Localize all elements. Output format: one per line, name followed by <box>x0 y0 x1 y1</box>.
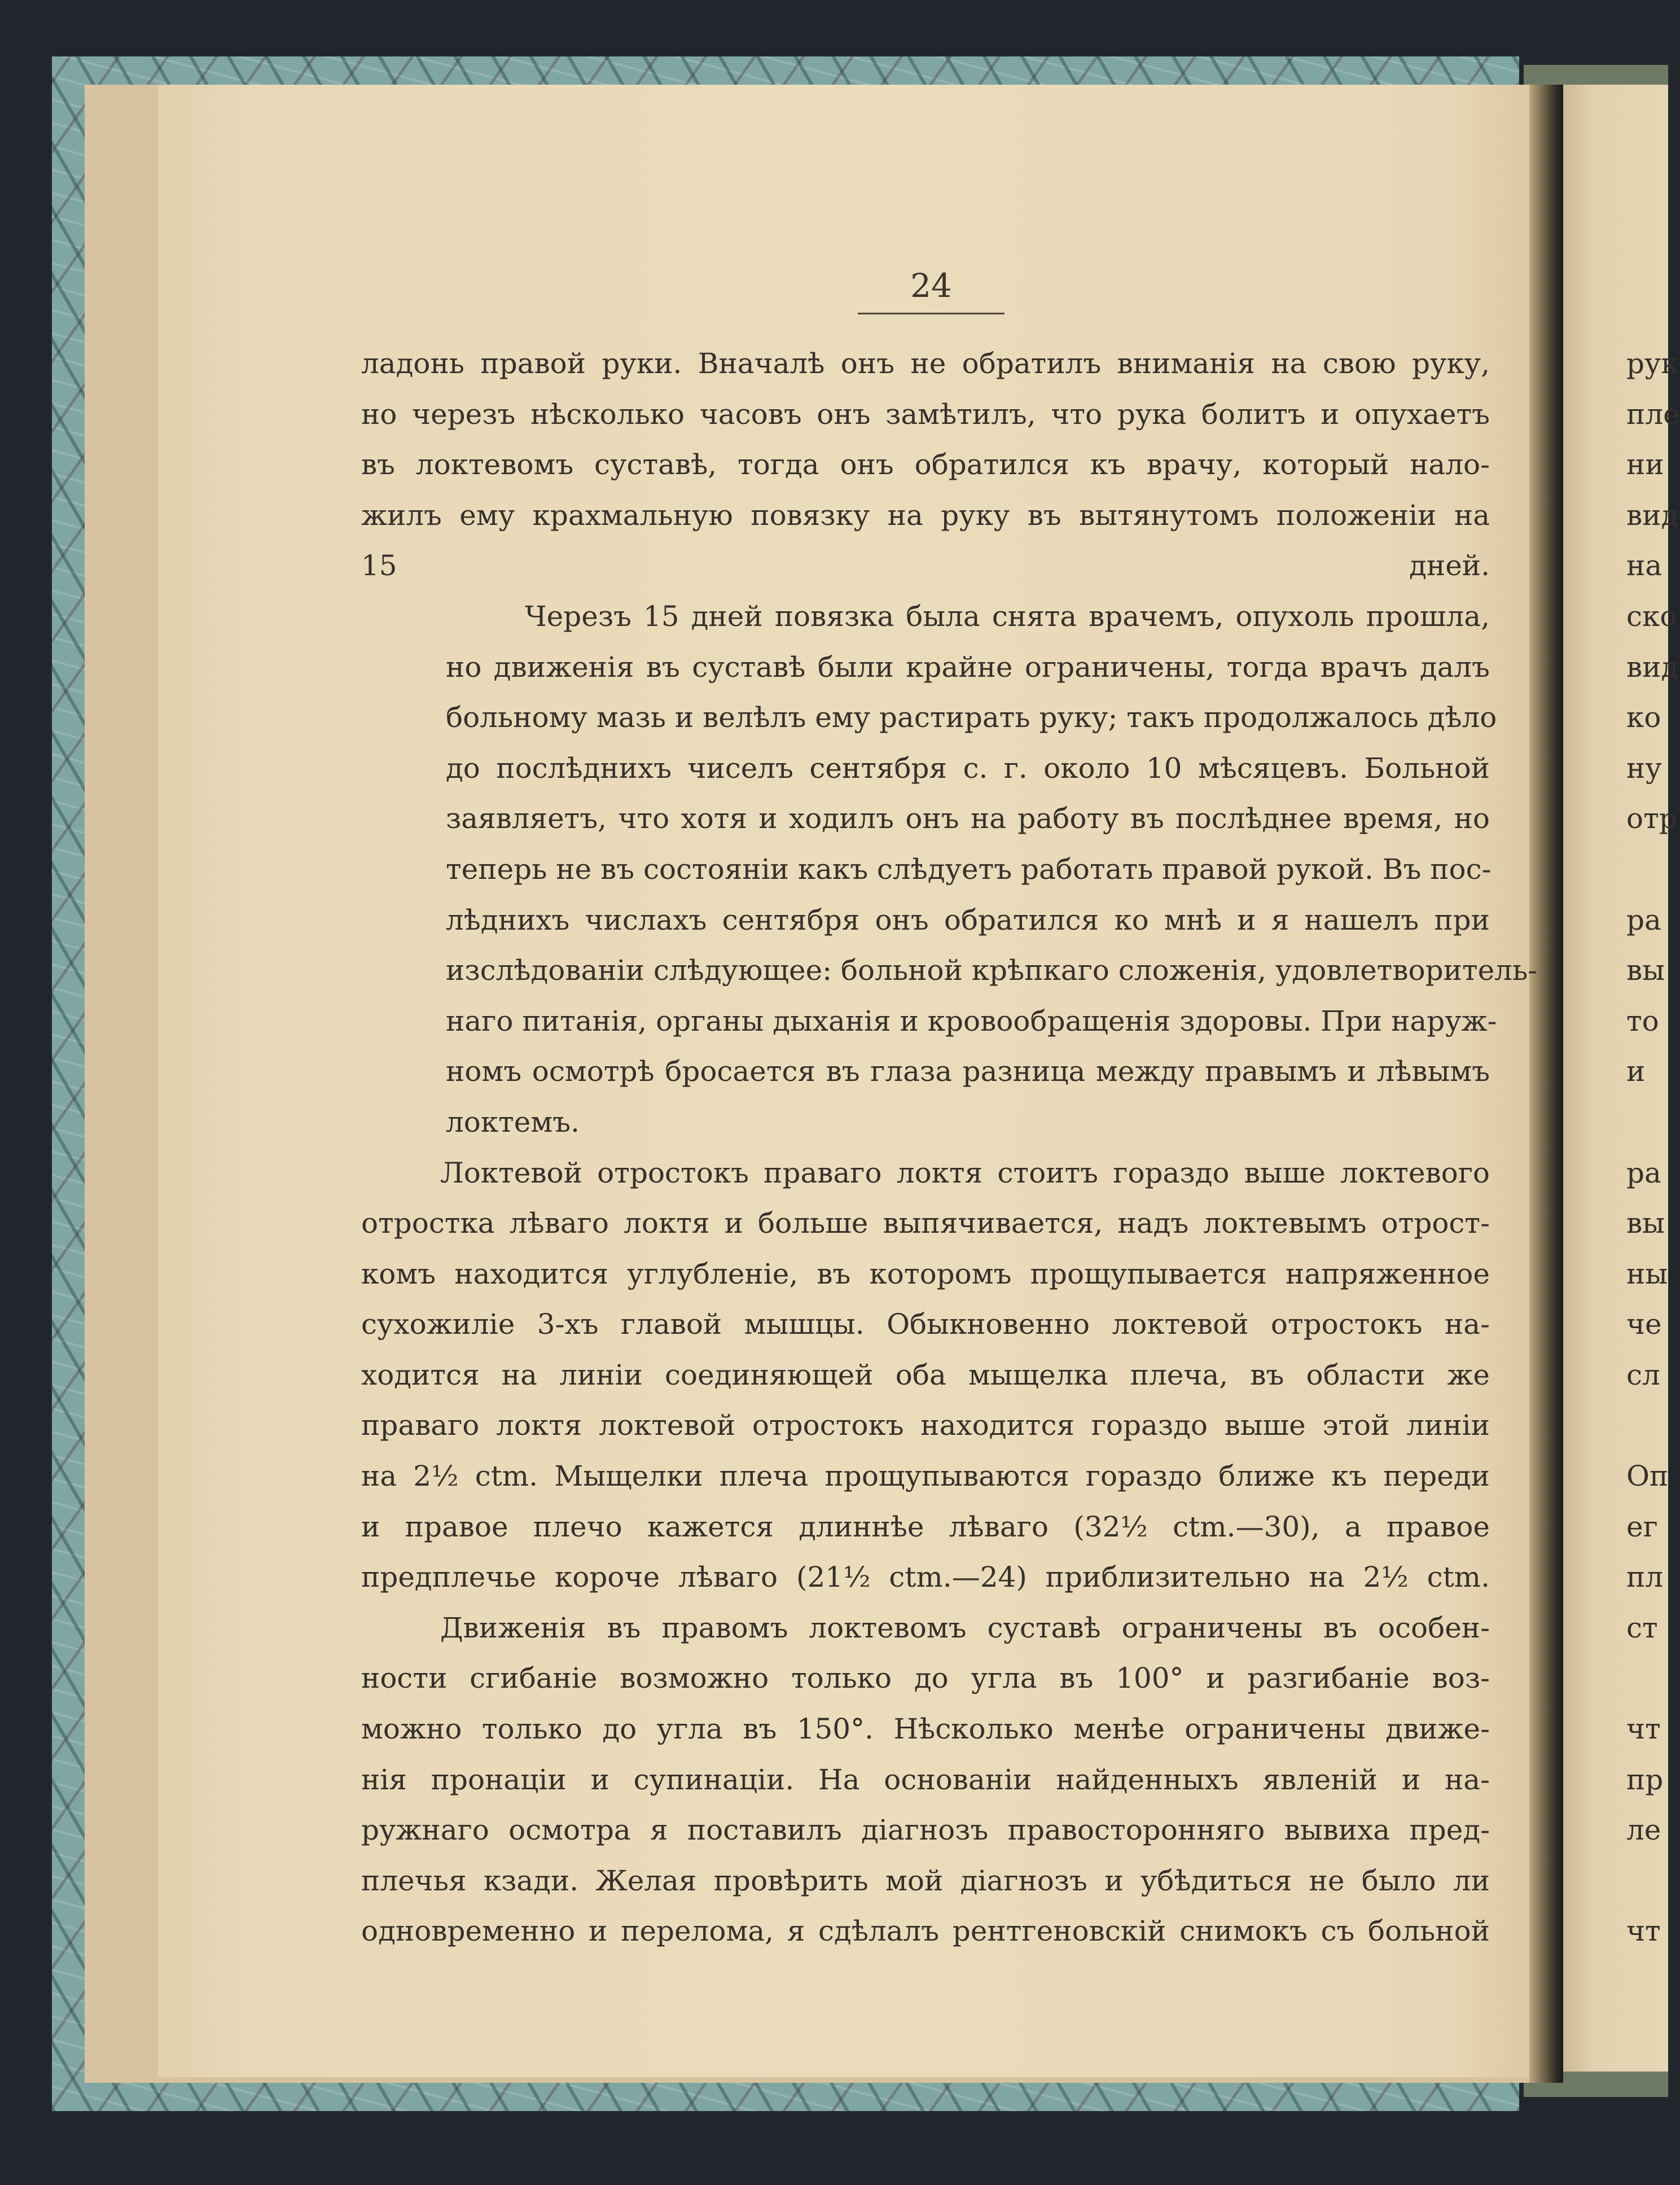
facing-page-fragment: ст <box>1626 1611 1658 1644</box>
facing-page-fragment <box>1626 1856 1668 1907</box>
facing-page-fragment: ны <box>1626 1257 1668 1290</box>
text-line: локтемъ. <box>446 1105 580 1139</box>
text-line: нія пронаціи и супинаціи. На основаніи найденныхъ явленій и на- <box>361 1763 1490 1796</box>
text-line: лѣднихъ числахъ сентября онъ обратился ко мнѣ и я нашелъ при <box>446 903 1490 936</box>
text-line: больному мазь и велѣлъ ему растирать руку; такъ продолжалось дѣло <box>446 701 1497 734</box>
text-line: жилъ ему крахмальную повязку на руку въ вытянутомъ положеніи на <box>361 498 1490 532</box>
facing-page-fragment: и <box>1626 1055 1646 1088</box>
text-line: но черезъ нѣсколько часовъ онъ замѣтилъ, что рука болитъ и опухаетъ <box>361 397 1490 431</box>
text-line: можно только до угла въ 150°. Нѣсколько менѣе ограничены движе- <box>361 1713 1490 1746</box>
facing-page-fragment <box>1626 1097 1668 1148</box>
text-line: и правое плечо кажется длиннѣе лѣваго (32½ ctm.—30), а правое <box>361 1510 1490 1543</box>
facing-page-fragment: пле <box>1626 397 1680 431</box>
text-line: сухожиліе 3-хъ главой мышцы. Обыкновенно локтевой отростокъ на- <box>361 1308 1490 1341</box>
text-line: наго питанія, органы дыханія и кровообращенія здоровы. При наруж- <box>446 1004 1497 1037</box>
facing-page-fragment: чт <box>1626 1915 1661 1948</box>
paragraph-3 <box>361 1148 1490 1603</box>
text-line: отростка лѣваго локтя и больше выпячивается, надъ локтевымъ отрост- <box>361 1207 1490 1240</box>
facing-page-fragment: сл <box>1626 1358 1660 1391</box>
text-line: одновременно и перелома, я сдѣлалъ рентгеновскій снимокъ съ больной <box>361 1915 1490 1948</box>
facing-page-fragment: вид <box>1626 650 1679 684</box>
facing-page-fragment: вы <box>1626 954 1665 987</box>
text-line: ружнаго осмотра я поставилъ діагнозъ правосторонняго вывиха пред- <box>361 1814 1490 1847</box>
paragraph-4 <box>361 1603 1490 1957</box>
text-line: но движенія въ суставѣ были крайне ограничены, тогда врачъ далъ <box>446 650 1490 684</box>
text-line: комъ находится углубленіе, въ которомъ прощупывается напряженное <box>361 1257 1490 1290</box>
text-line: ходится на линіи соединяющей оба мыщелка плеча, въ области же <box>361 1358 1490 1391</box>
text-line: номъ осмотрѣ бросается въ глаза разница между правымъ и лѣвымъ <box>446 1055 1490 1088</box>
facing-page-fragment: пр <box>1626 1763 1664 1796</box>
page-number: 24 <box>858 266 1005 314</box>
facing-page-fragment: пл <box>1626 1561 1664 1594</box>
text-line: ности сгибаніе возможно только до угла въ 100° и разгибаніе воз- <box>361 1662 1490 1695</box>
facing-page-fragment <box>1626 1653 1668 1704</box>
facing-page-fragment: Оп <box>1626 1460 1669 1493</box>
text-line: Черезъ 15 дней повязка была снята врачемъ, опухоль прошла, <box>525 599 1490 633</box>
book-gutter <box>1529 85 1563 2083</box>
facing-page-fragment <box>1626 1400 1668 1451</box>
text-line: заявляетъ, что хотя и ходилъ онъ на работу въ послѣднее время, но <box>446 802 1490 835</box>
facing-page-fragment: ег <box>1626 1510 1658 1543</box>
text-line: теперь не въ состояніи какъ слѣдуетъ работать правой рукой. Въ пос- <box>446 852 1492 886</box>
facing-page-fragment: вы <box>1626 1207 1665 1240</box>
text-line: на 2½ ctm. Мыщелки плеча прощупываются гораздо ближе къ переди <box>361 1460 1490 1493</box>
text-line: Движенія въ правомъ локтевомъ суставѣ ограничены въ особен- <box>440 1611 1490 1644</box>
text-line: предплечье короче лѣваго (21½ ctm.—24) приблизительно на 2½ ctm. <box>361 1561 1490 1594</box>
facing-page-fragment: ко <box>1626 701 1661 734</box>
facing-page-fragment: ни <box>1626 448 1664 481</box>
facing-page-fragment: че <box>1626 1308 1662 1341</box>
facing-page-fragment <box>1626 844 1668 895</box>
facing-page-fragment: ле <box>1626 1814 1661 1847</box>
facing-page-fragment: вид <box>1626 498 1679 532</box>
facing-page-text <box>1626 339 1680 1957</box>
text-line: въ локтевомъ суставѣ, тогда онъ обратился къ врачу, который нало- <box>361 448 1490 481</box>
text-line: изслѣдованіи слѣдующее: больной крѣпкаго сложенія, удовлетворитель- <box>446 954 1538 987</box>
facing-page-fragment: ну <box>1626 751 1662 785</box>
text-line: ладонь правой руки. Вначалѣ онъ не обратилъ вниманія на свою руку, <box>361 347 1490 380</box>
text-line: до послѣднихъ чиселъ сентября с. г. около 10 мѣсяцевъ. Больной <box>446 751 1490 785</box>
text-line: 15 дней. <box>361 549 1490 583</box>
facing-page-fragment: на <box>1626 549 1663 583</box>
text-line: праваго локтя локтевой отростокъ находится гораздо выше этой линіи <box>361 1409 1490 1442</box>
facing-page-fragment: ско <box>1626 599 1677 633</box>
facing-page-fragment: чт <box>1626 1713 1661 1746</box>
facing-page-fragment: рук <box>1626 347 1679 380</box>
text-line: Локтевой отростокъ праваго локтя стоитъ гораздо выше локтевого <box>440 1156 1490 1189</box>
facing-page-fragment: отр <box>1626 802 1677 835</box>
facing-page-fragment: то <box>1626 1004 1659 1037</box>
facing-page-fragment: ра <box>1626 1156 1661 1189</box>
paragraph-1 <box>361 339 1490 592</box>
page-text <box>361 339 1538 1957</box>
facing-page-fragment: ра <box>1626 903 1661 936</box>
paragraph-2 <box>361 592 1538 1148</box>
text-line: плечья кзади. Желая провѣрить мой діагнозъ и убѣдиться не было ли <box>361 1864 1490 1897</box>
